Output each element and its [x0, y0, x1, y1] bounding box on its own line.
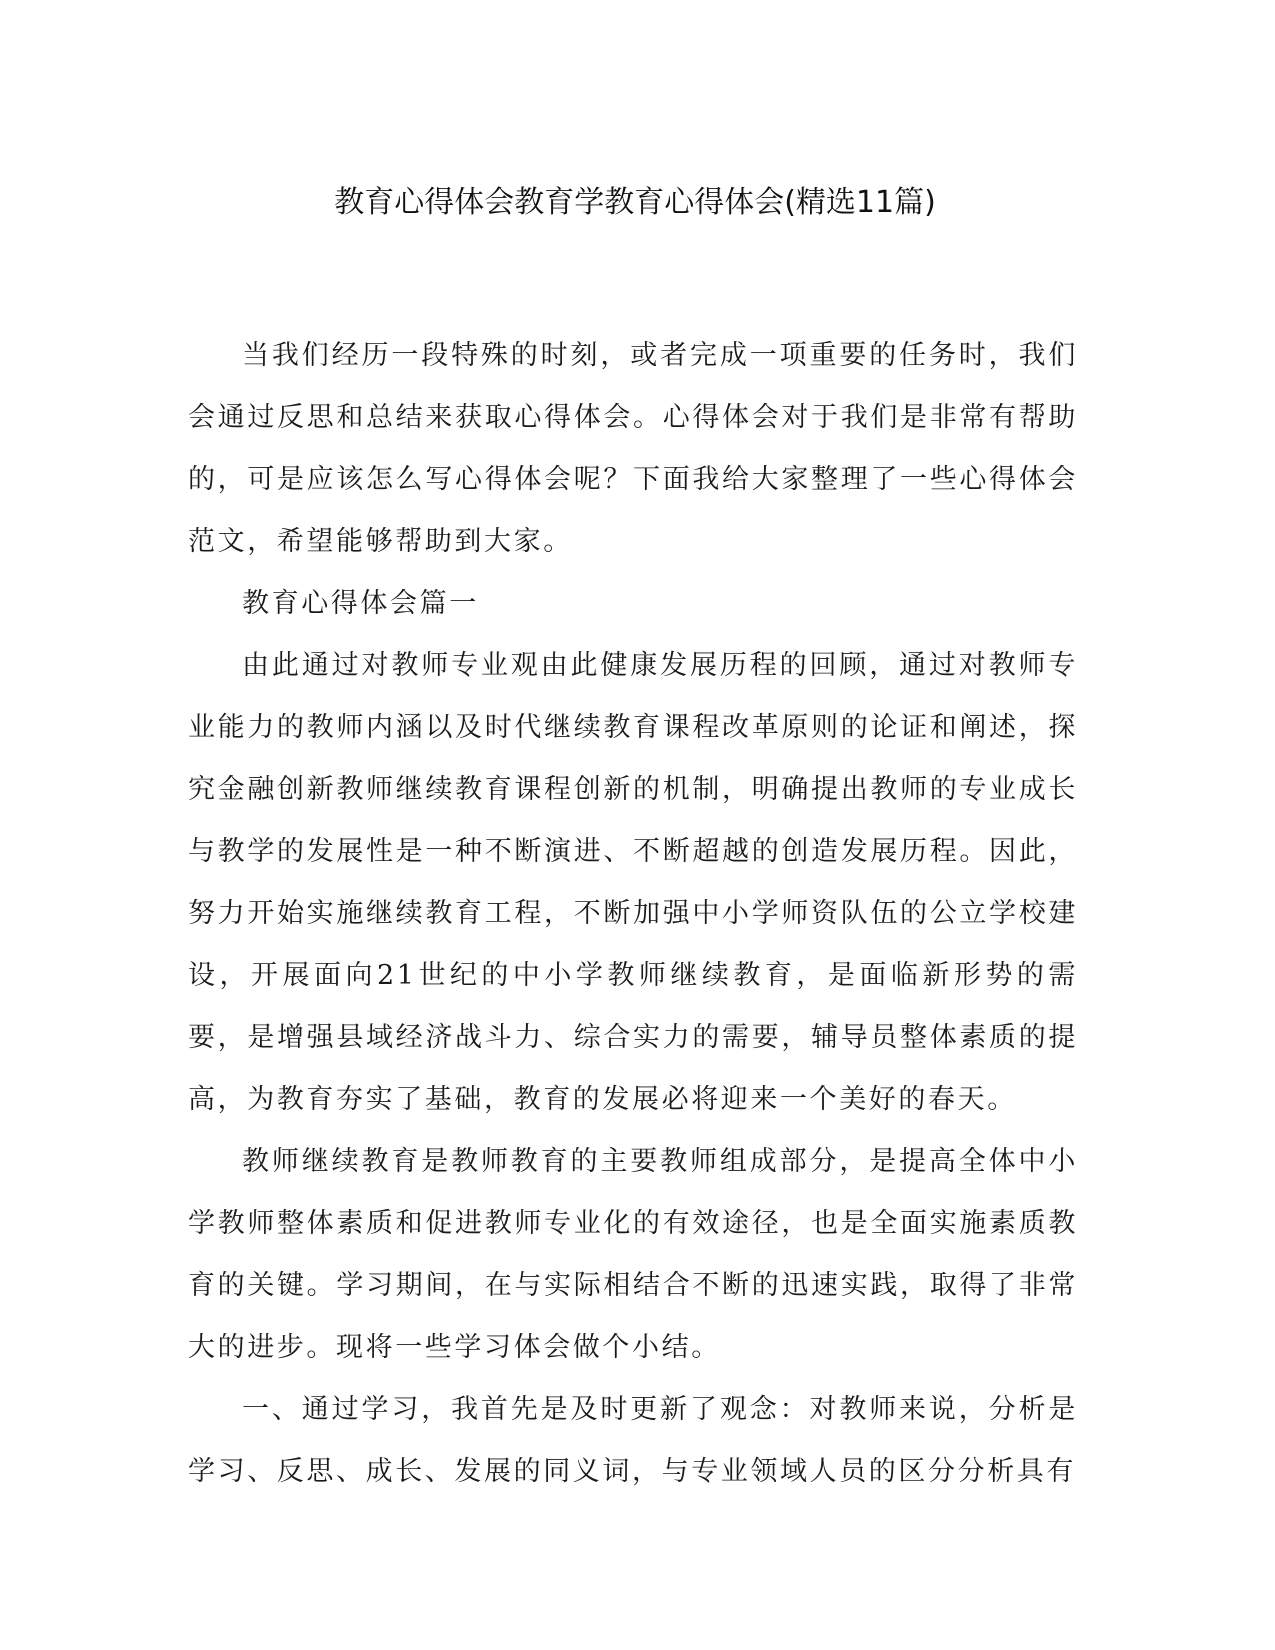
body-paragraph: 一、通过学习，我首先是及时更新了观念：对教师来说，分析是学习、反思、成长、发展的同义词，与专业领域人员的区分分析具有: [188, 1394, 1078, 1487]
intro-paragraph: 当我们经历一段特殊的时刻，或者完成一项重要的任务时，我们会通过反思和总结来获取心得体会。心得体会对于我们是非常有帮助的，可是应该怎么写心得体会呢？下面我给大家整理了一些心得体会范文，希望能够帮助到大家。: [188, 340, 1078, 557]
body-paragraph: 由此通过对教师专业观由此健康发展历程的回顾，通过对教师专业能力的教师内涵以及时代继续教育课程改革原则的论证和阐述，探究金融创新教师继续教育课程创新的机制，明确提出教师的专业成长与教学的发展性是一种不断演进、不断超越的创造发展历程。因此，努力开始实施继续教育工程，不断加强中小学师资队伍的公立学校建设，开展面向21世纪的中小学教师继续教育，是面临新形势的需要，是增强县域经济战斗力、综合实力的需要，辅导员整体素质的提高，为教育夯实了基础，教育的发展必将迎来一个美好的春天。: [188, 650, 1078, 1115]
document-title: 教育心得体会教育学教育心得体会(精选11篇): [334, 185, 936, 220]
body-paragraph: 教师继续教育是教师教育的主要教师组成部分，是提高全体中小学教师整体素质和促进教师专业化的有效途径，也是全面实施素质教育的关键。学习期间，在与实际相结合不断的迅速实践，取得了非常大的进步。现将一些学习体会做个小结。: [188, 1146, 1078, 1363]
document-body: [188, 325, 1078, 1503]
section-heading: 教育心得体会篇一: [242, 588, 479, 619]
